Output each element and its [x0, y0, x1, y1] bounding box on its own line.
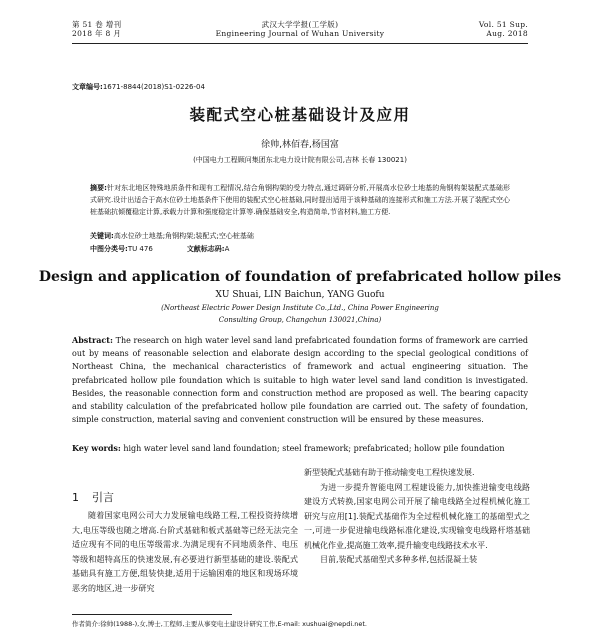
- keywords-en-text: high water level sand land foundation; steel framework; prefabricated; hollow pile foundation: [123, 444, 505, 453]
- doc-code-label: 文献标志码:: [186, 245, 225, 253]
- class-number-value: TU 476: [127, 245, 153, 253]
- abstract-cn-label: 摘要:: [90, 184, 107, 192]
- body-paragraph: 目前,装配式基础型式多种多样,包括混凝土装: [320, 555, 478, 564]
- article-number-label: 文章编号:: [72, 83, 103, 91]
- authors-cn: 徐帅,林佰春,杨国富: [261, 140, 339, 150]
- body-paragraph-continued: 新型装配式基础有助于推动输变电工程快速发展.: [304, 468, 475, 477]
- paper-title-en: Design and application of foundation of prefabricated hollow piles: [38, 269, 562, 285]
- header-rule: [72, 43, 528, 44]
- publication-date-cn: 2018 年 8 月: [72, 29, 122, 38]
- journal-name-en: Engineering Journal of Wuhan University: [215, 29, 385, 38]
- affiliation-en-line2: Consulting Group, Changchun 130021,China): [218, 316, 382, 324]
- footnote-rule: [72, 614, 232, 615]
- body-column-left: [72, 473, 298, 596]
- authors-en: XU Shuai, LIN Baichun, YANG Guofu: [215, 290, 385, 300]
- author-footnote: 作者简介:徐帅(1988-),女,博士,工程师,主要从事变电土建设计研究工作,E-mail: xushuai@nepdi.net.: [72, 620, 367, 628]
- running-header-right: [479, 20, 528, 38]
- affiliation-cn: (中国电力工程顾问集团东北电力设计院有限公司,吉林 长春 130021): [193, 156, 407, 164]
- body-column-right: [304, 466, 530, 568]
- volume-issue: 第 51 卷 增刊: [72, 20, 122, 29]
- article-number: [72, 82, 205, 92]
- journal-name-cn: 武汉大学学报(工学版): [261, 20, 339, 29]
- class-number-label: 中图分类号:: [90, 245, 128, 253]
- section-title: 引言: [92, 491, 114, 504]
- abstract-cn: [90, 182, 510, 218]
- abstract-en-text: The research on high water level sand land prefabricated foundation forms of framework are carried out by means of reasonable selection and elaborate design according to the special geological conditions of Northeast China, the mechanical characteristics of framework and actual engineering situation. The prefabricated hollow pile foundation which is suitable to high water level sand land condition is investigated. Besides, the reasonable connection form and construction method are proposed as well. The bearing capacity and stability calculation of the prefabricated hollow pile foundation are carried out. The safety of foundation, simple construction, material saving and convenient construction will be ensured by these measures.: [72, 336, 528, 425]
- abstract-cn-text: 针对东北地区特殊地质条件和现有工程情况,结合角钢构架的受力特点,通过调研分析,开展高水位砂土地基的角钢构架装配式基础形式研究.设计出适合于高水位砂土地基条件下使用的装配式空心桩基础,同时提出适用于该种基础的连接形式和施工方法.开展了装配式空心桩基础抗倾覆稳定计算,承载力计算和强度稳定计算等.确保基础安全,构造简单,节省材料,施工方便.: [90, 184, 510, 216]
- article-number-value: 1671-8844(2018)S1-0226-04: [102, 83, 205, 91]
- paper-title-cn: 装配式空心桩基础设计及应用: [189, 106, 411, 124]
- publication-date-en: Aug. 2018: [486, 29, 528, 38]
- classification-line: [90, 243, 510, 255]
- keywords-en: [72, 442, 528, 455]
- section-heading: [72, 489, 298, 505]
- keywords-cn-label: 关键词:: [90, 232, 114, 240]
- body-paragraph: 为进一步提升智能电网工程建设能力,加快推进输变电线路建设方式转换,国家电网公司开展了输电线路全过程机械化施工研究与应用[1].装配式基础作为全过程机械化施工的基础型式之一,可进一步促进输电线路标准化建设,实现输变电线路杆塔基础机械化作业,提高施工效率,提升输变电线路技术水平.: [304, 482, 530, 550]
- doc-code-value: A: [224, 245, 230, 253]
- affiliation-en-line1: (Northeast Electric Power Design Institute Co.,Ltd., China Power Engineering: [161, 304, 439, 312]
- keywords-en-label: Key words:: [72, 443, 121, 453]
- section-number: 1: [72, 491, 79, 504]
- abstract-en-label: Abstract:: [72, 335, 113, 345]
- keywords-cn: [90, 230, 510, 242]
- body-paragraph: 随着国家电网公司大力发展输电线路工程,工程投资持续增大,电压等级也随之增高.台阶式基础和板式基础等已经无法完全适应现有不同的电压等级需求.为满足现有不同地质条件、电压等级和超特高压的快速发展,有必要进行新型基础的建设.装配式基础具有施工方便,组装快捷,适用于运输困难的地区和现场环境恶劣的地区,进一步研究: [72, 511, 298, 593]
- keywords-cn-text: 高水位砂土地基;角钢构架;装配式;空心桩基础: [113, 232, 254, 240]
- abstract-en: [72, 334, 528, 426]
- volume-en: Vol. 51 Sup.: [478, 20, 528, 29]
